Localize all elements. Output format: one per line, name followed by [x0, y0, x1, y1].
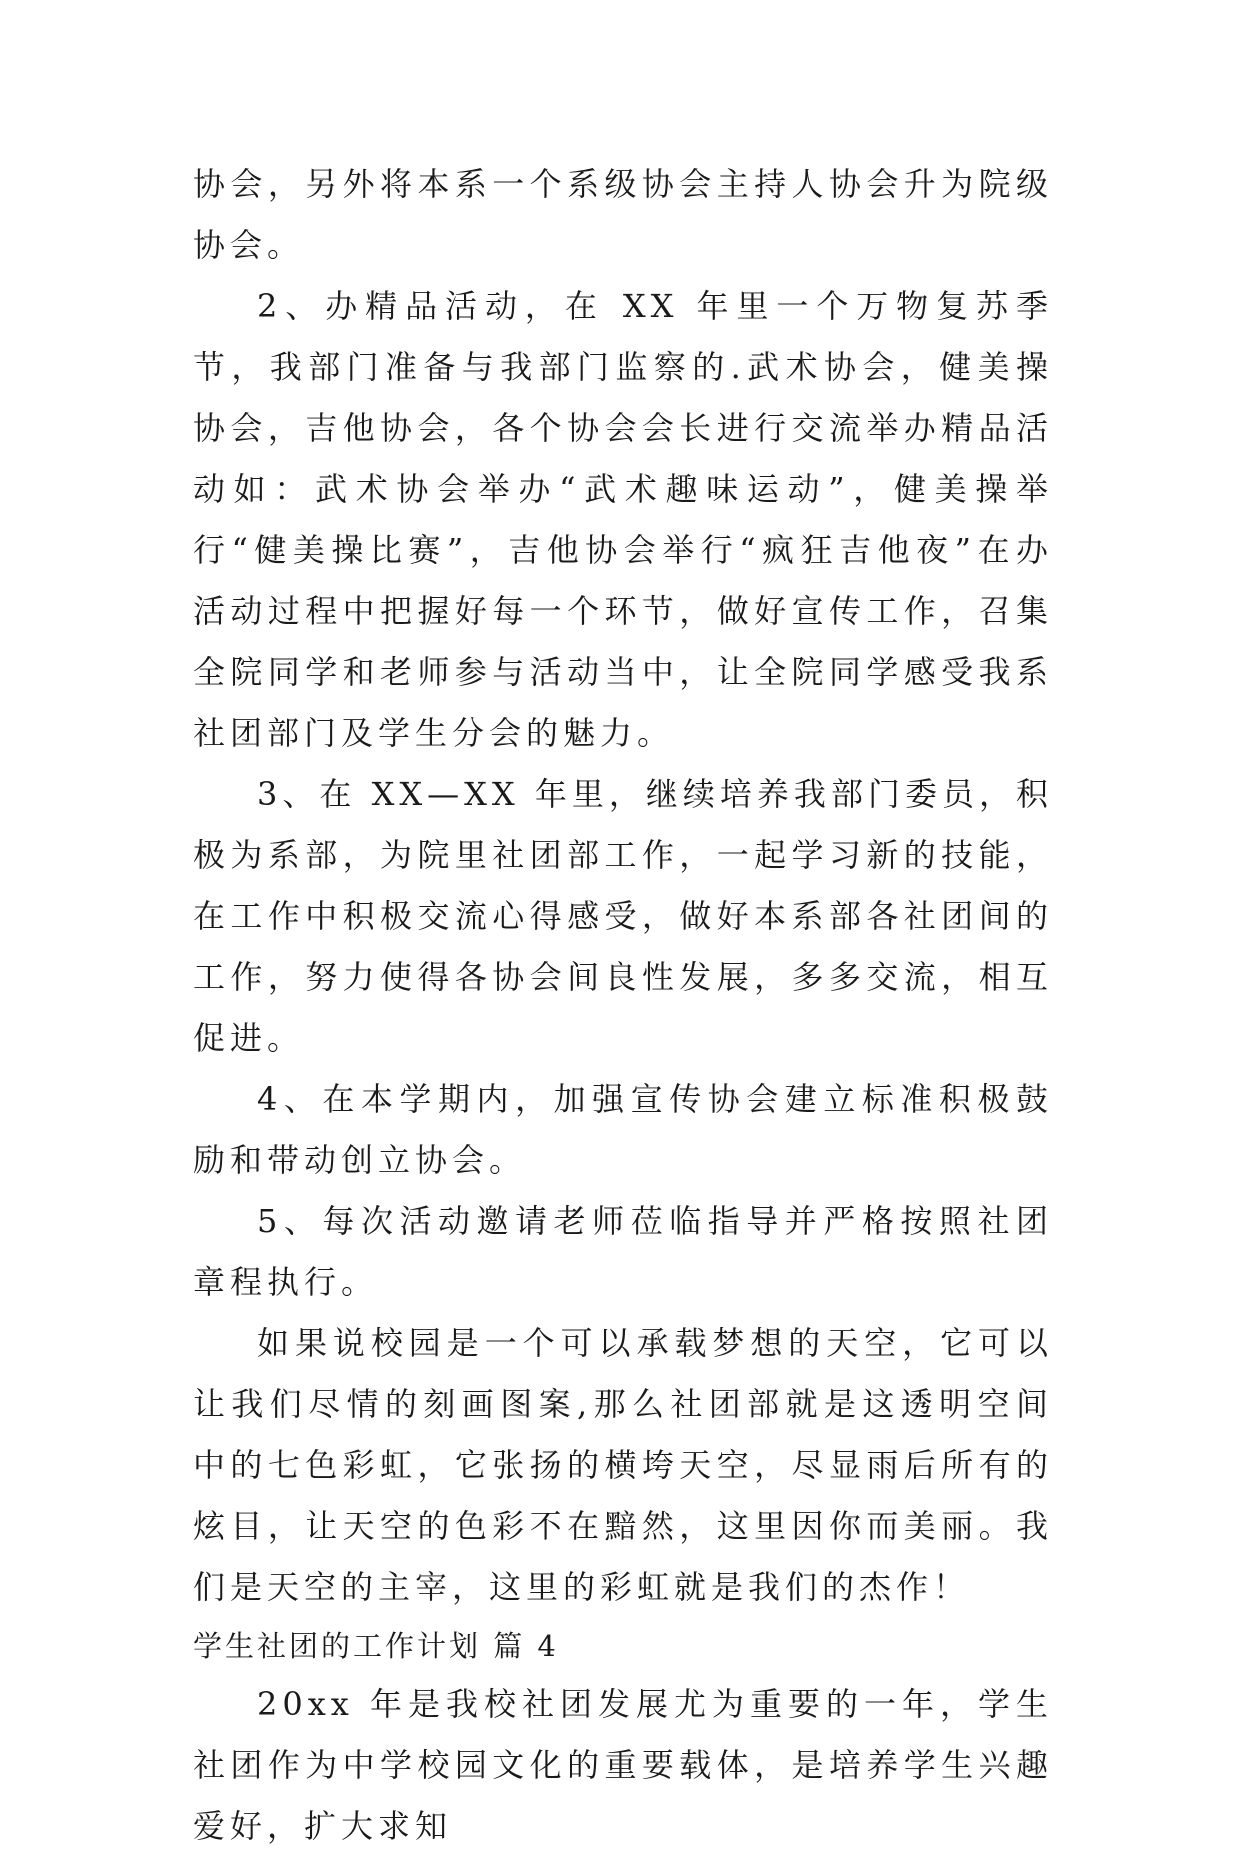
paragraph-item-5: 5、每次活动邀请老师莅临指导并严格按照社团章程执行。 — [193, 1202, 1053, 1301]
paragraph-closing: 如果说校园是一个可以承载梦想的天空，它可以让我们尽情的刻画图案,那么社团部就是这透明空间中的七色彩虹，它张扬的横垮天空，尽显雨后所有的炫目，让天空的色彩不在黯然，这里因你而美丽。我们是天空的主宰，这里的彩虹就是我们的杰作！ — [193, 1324, 1053, 1606]
paragraph-section-4-intro: 20xx 年是我校社团发展尤为重要的一年，学生社团作为中学校园文化的重要载体，是培养学生兴趣爱好，扩大求知 — [193, 1685, 1053, 1845]
paragraph-item-4: 4、在本学期内，加强宣传协会建立标准积极鼓励和带动创立协会。 — [193, 1080, 1053, 1179]
section-heading: 学生社团的工作计划 篇 4 — [193, 1629, 559, 1663]
document-body — [193, 154, 1053, 1857]
paragraph-item-3: 3、在 XX—XX 年里，继续培养我部门委员，积极为系部，为院里社团部工作，一起学习新的技能，在工作中积极交流心得感受，做好本系部各社团间的工作，努力使得各协会间良性发展，多多交流，相互促进。 — [193, 775, 1053, 1057]
paragraph-association-upgrade: 协会，另外将本系一个系级协会主持人协会升为院级协会。 — [193, 165, 1053, 264]
paragraph-item-2: 2、办精品活动，在 XX 年里一个万物复苏季节，我部门准备与我部门监察的.武术协会，健美操协会，吉他协会，各个协会会长进行交流举办精品活动如：武术协会举办“武术趣味运动”，健美操举行“健美操比赛”，吉他协会举行“疯狂吉他夜”在办活动过程中把握好每一个环节，做好宣传工作，召集全院同学和老师参与活动当中，让全院同学感受我系社团部门及学生分会的魅力。 — [193, 287, 1053, 752]
